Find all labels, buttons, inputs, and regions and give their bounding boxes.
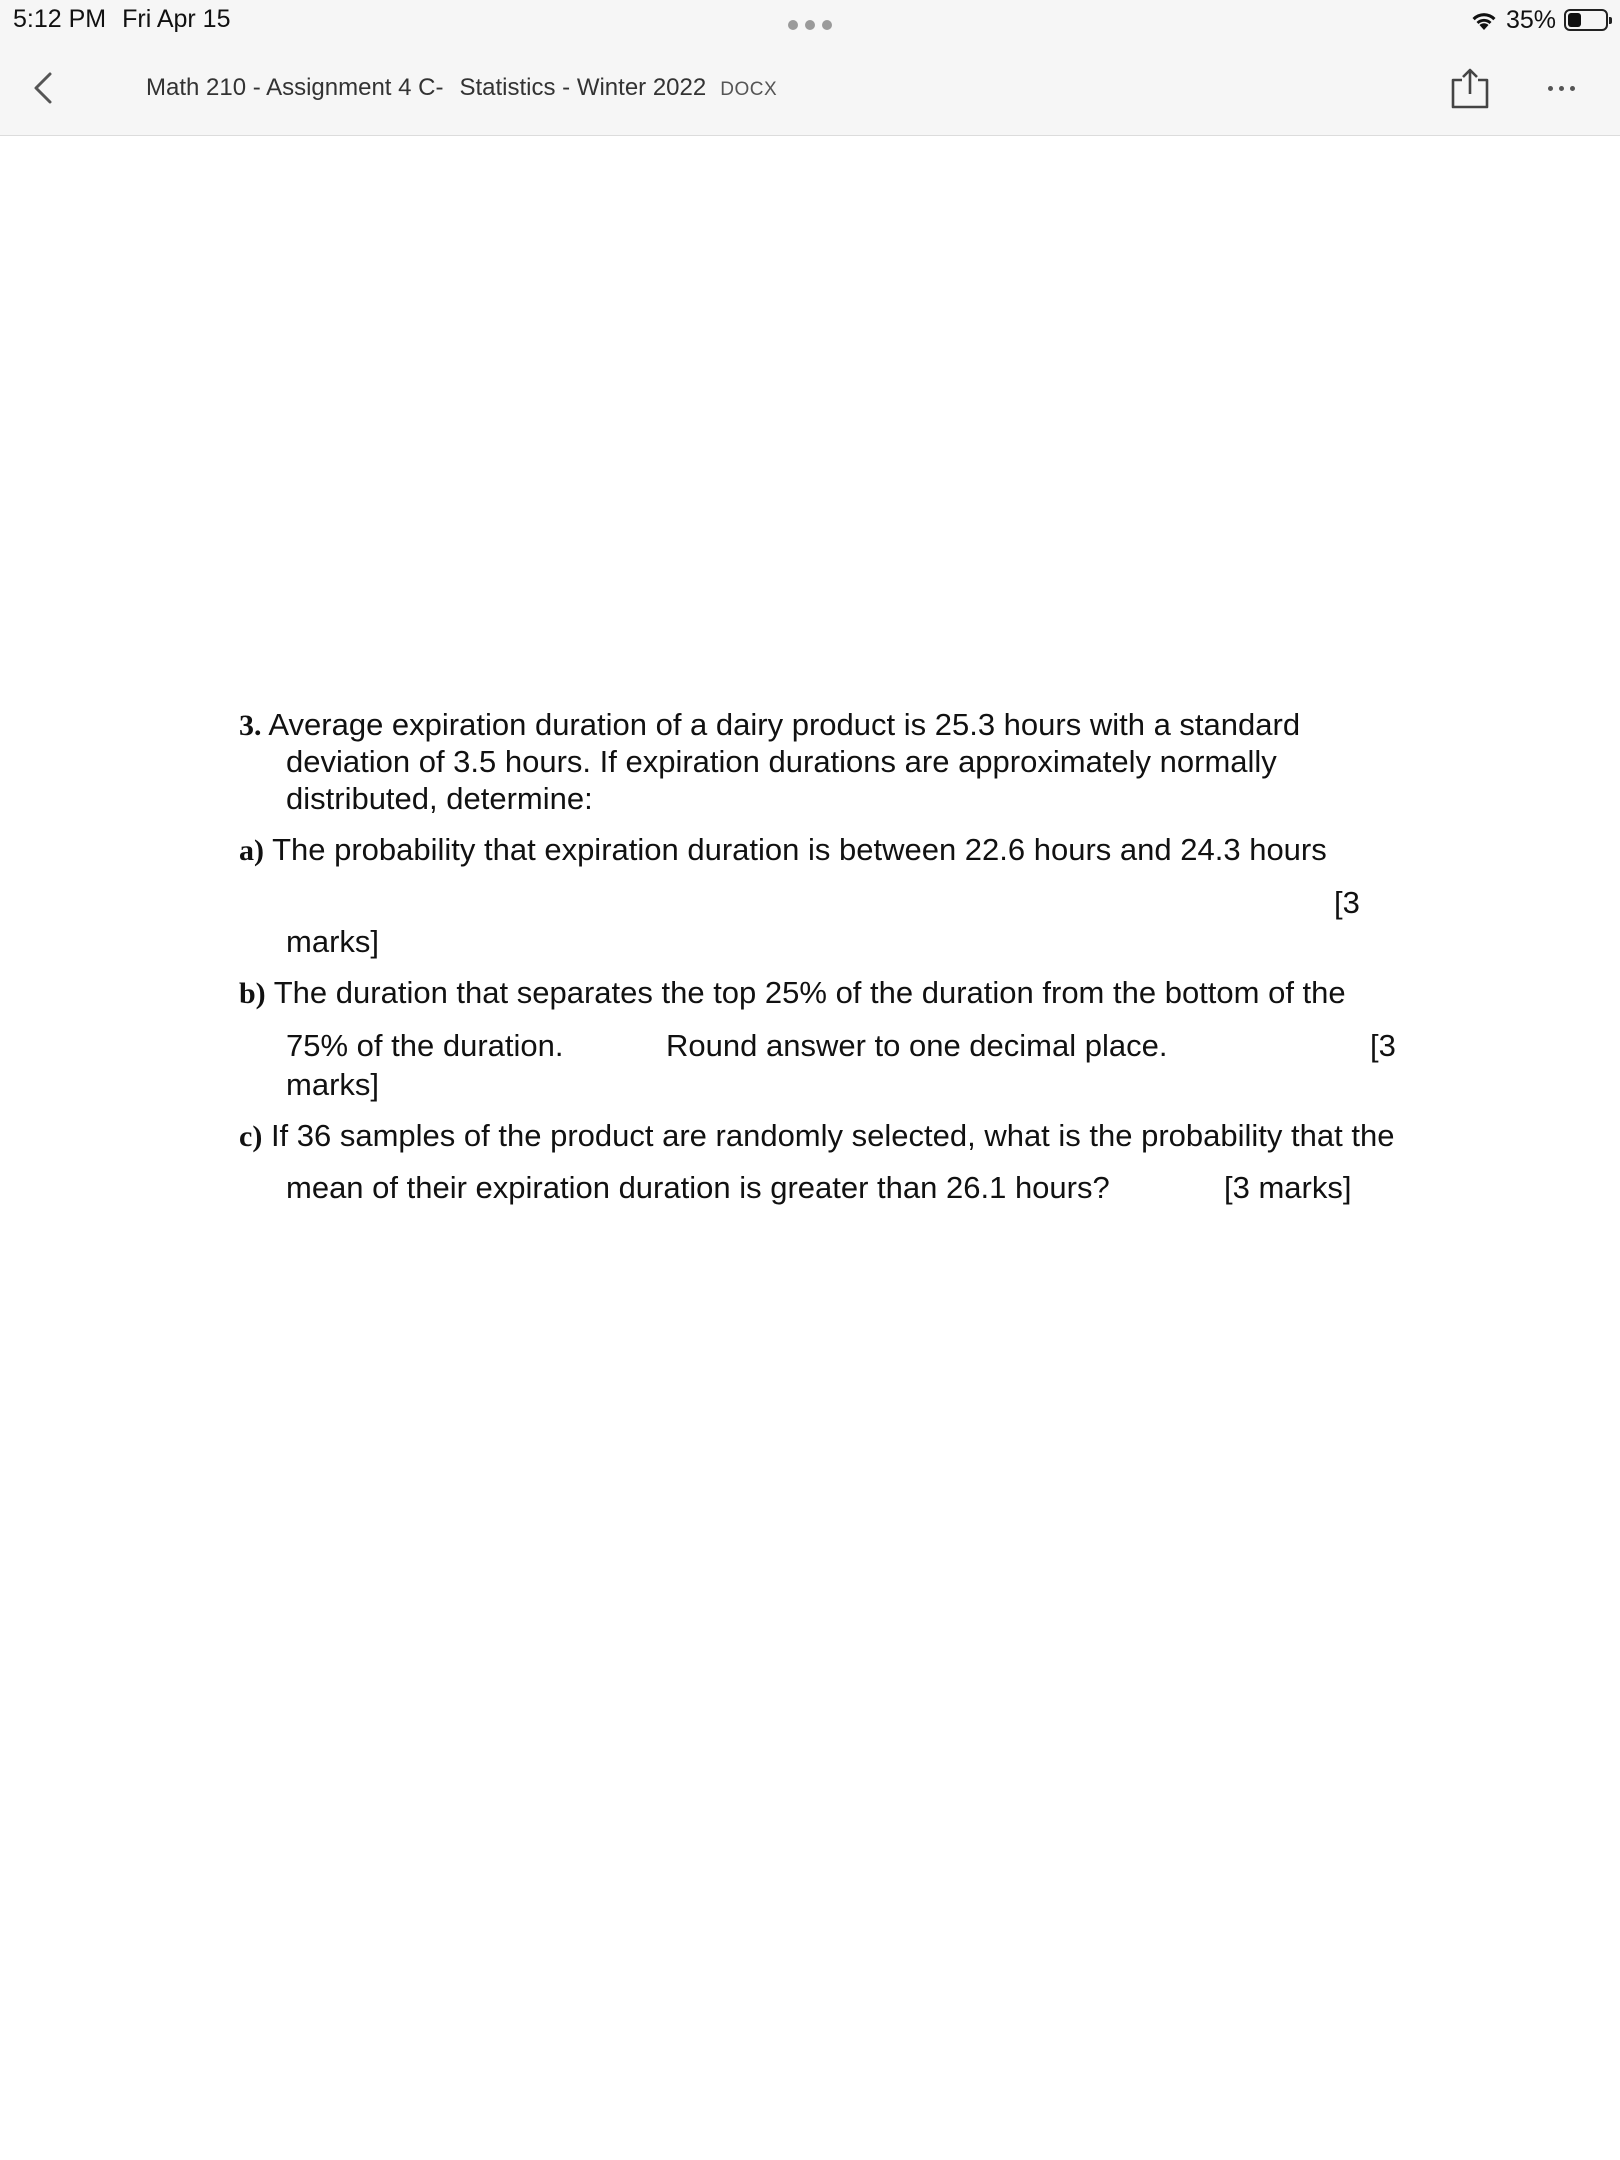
question-line-3: distributed, determine:: [286, 781, 593, 816]
part-c-marks: [3 marks]: [1224, 1170, 1352, 1205]
part-b-text-1: The duration that separates the top 25% of the duration from the bottom of the: [273, 975, 1346, 1010]
status-indicators: [1470, 5, 1608, 35]
back-button[interactable]: [24, 68, 64, 108]
dot: [822, 20, 832, 30]
part-c-letter: c): [239, 1120, 263, 1153]
question-line-1: [239, 707, 1300, 743]
part-b-line-1: [239, 975, 1346, 1011]
part-a-line: [239, 832, 1327, 868]
dot: [805, 20, 815, 30]
wifi-icon: [1470, 9, 1498, 31]
question-text-1: Average expiration duration of a dairy product is 25.3 hours with a standard: [268, 707, 1301, 742]
more-options-button[interactable]: [1548, 86, 1575, 91]
more-icon: [1548, 86, 1553, 91]
battery-fill: [1568, 13, 1581, 27]
battery-icon: [1564, 9, 1608, 31]
part-c-line-2: mean of their expiration duration is greater than 26.1 hours?: [286, 1170, 1110, 1205]
part-a-marks-close: marks]: [286, 924, 379, 959]
question-line-2: deviation of 3.5 hours. If expiration durations are approximately normally: [286, 744, 1277, 779]
more-icon-dot: [1559, 86, 1564, 91]
clock: 5:12 PM: [13, 5, 107, 33]
multitasking-handle[interactable]: [788, 20, 832, 30]
dot: [788, 20, 798, 30]
share-button[interactable]: [1448, 66, 1492, 110]
part-a-text: The probability that expiration duration is between 22.6 hours and 24.3 hours: [272, 832, 1327, 867]
part-b-note: Round answer to one decimal place.: [666, 1028, 1168, 1063]
file-type-label: DOCX: [720, 79, 778, 100]
part-c-text-1: If 36 samples of the product are randomly selected, what is the probability that the: [270, 1118, 1395, 1153]
title-part2: Statistics - Winter 2022: [459, 74, 707, 101]
part-b-marks-open: [3: [1370, 1028, 1396, 1063]
part-c-line-1: [239, 1118, 1394, 1154]
document-title: [146, 74, 777, 102]
status-date: Fri Apr 15: [122, 5, 231, 33]
more-icon-dot: [1570, 86, 1575, 91]
status-time: [13, 5, 230, 34]
part-a-letter: a): [239, 834, 264, 867]
part-b-letter: b): [239, 977, 266, 1010]
question-number: 3.: [239, 709, 262, 742]
battery-percent: 35%: [1505, 5, 1556, 34]
share-icon: [1448, 66, 1492, 110]
chevron-left-icon: [24, 68, 64, 108]
part-a-marks-open: [3: [1334, 885, 1360, 920]
title-part1: Math 210 - Assignment 4 C-: [146, 74, 444, 101]
part-b-marks-close: marks]: [286, 1067, 379, 1102]
part-b-line-2: 75% of the duration.: [286, 1028, 564, 1063]
top-bar: [0, 0, 1620, 136]
